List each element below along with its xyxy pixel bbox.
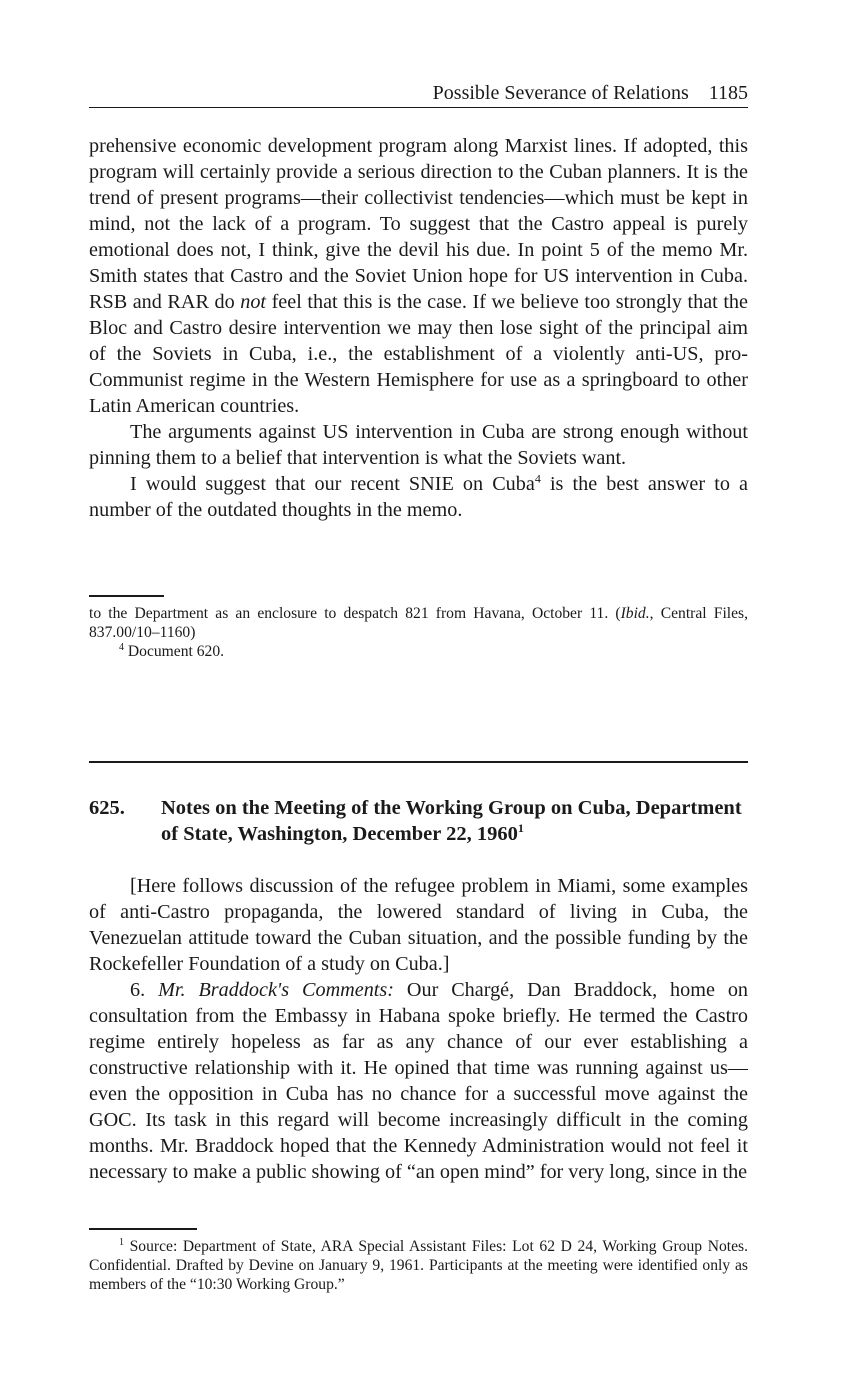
document-number: 625. [89,797,125,819]
emphasis-text: Mr. Braddock's Comments: [158,979,394,1001]
page-number: 1185 [708,82,748,104]
document-body [89,873,748,1185]
paragraph: [Here follows discussion of the refugee problem in Miami, some examples of anti-Castro propaganda, the lowered standard of living in Cuba, the Venezuelan attitude toward the Cuban situation, and the possible funding by the Rockefeller Foundation of a study on Cuba.] [89,875,748,975]
section-divider [89,761,748,763]
continued-text [89,133,748,523]
footnote-text: Source: Department of State, ARA Special Assistant Files: Lot 62 D 24, Working Group Notes. Confidential. Drafted by Devine on January 9, 1961. Participants at the meeting were identified only as members of the “10:30 Working Group.” [89,1238,748,1293]
footnote-text: to the Department as an enclosure to despatch 821 from Havana, October 11. ( [89,605,621,622]
running-head-title: Possible Severance of Relations [432,82,689,104]
paragraph: The arguments against US intervention in Cuba are strong enough without pinning them to a belief that intervention is what the Soviets want. [89,421,748,469]
footnotes-bottom [89,1237,748,1294]
paragraph-text: feel that this is the case. If we believe too strongly that the Bloc and Castro desire intervention we may then lose sight of the principal aim of the Soviets in Cuba, i.e., the establishment of a violently anti-US, pro-Communist regime in the Western Hemisphere for use as a springboard to other Latin American countries. [89,291,748,417]
paragraph-number: 6. [130,979,159,1001]
document-page [89,0,748,1380]
emphasis-text: Ibid. [620,605,650,622]
footnote-marker: 1 [119,1236,124,1248]
footnote-marker: 4 [119,641,124,653]
footnote-rule [89,595,164,597]
footnote-continuation [89,604,748,642]
paragraph-text: prehensive economic development program along Marxist lines. If adopted, this program will certainly provide a serious direction to the Cuban planners. It is the trend of present programs—their collectivist tendencies—which must be kept in mind, not the lack of a program. To suggest that the Castro appeal is purely emotional does not, I think, give the devil his due. In point 5 of the memo Mr. Smith states that Castro and the Soviet Union hope for US intervention in Cuba. RSB and RAR do [89,135,748,313]
paragraph [89,471,748,523]
footnote-reference: 1 [517,821,524,836]
document-title-text: Notes on the Meeting of the Working Group on Cuba, Department of State, Washington, December 22, 1960 [161,797,742,845]
footnotes-top [89,604,748,661]
paragraph [89,133,748,419]
footnote-text: Document 620. [124,643,225,660]
footnote-reference: 4 [534,471,541,486]
document-title [161,795,748,847]
footnote-rule [89,1228,197,1230]
paragraph [89,977,748,1185]
emphasis-text: not [240,291,267,313]
paragraph-text: I would suggest that our recent SNIE on Cuba [130,473,535,495]
paragraph-text: Our Chargé, Dan Braddock, home on consultation from the Embassy in Habana spoke briefly. He termed the Castro regime entirely hopeless as far as any chance of our ever establishing a constructive relationship with it. He opined that time was running against us—even the opposition in Cuba has no chance for a successful move against the GOC. Its task in this regard will become increasingly difficult in the coming months. Mr. Braddock hoped that the Kennedy Administration would not feel it necessary to make a public showing of “an open mind” for very long, since in the [89,979,749,1183]
footnote-1 [89,1237,748,1294]
running-head [89,80,748,108]
document-heading [89,795,748,847]
footnote-4 [89,642,748,661]
footnote-text: , Central Files, 837.00/10–1160) [89,605,748,641]
paragraph-text: is the best answer to a number of the outdated thoughts in the memo. [89,473,748,521]
